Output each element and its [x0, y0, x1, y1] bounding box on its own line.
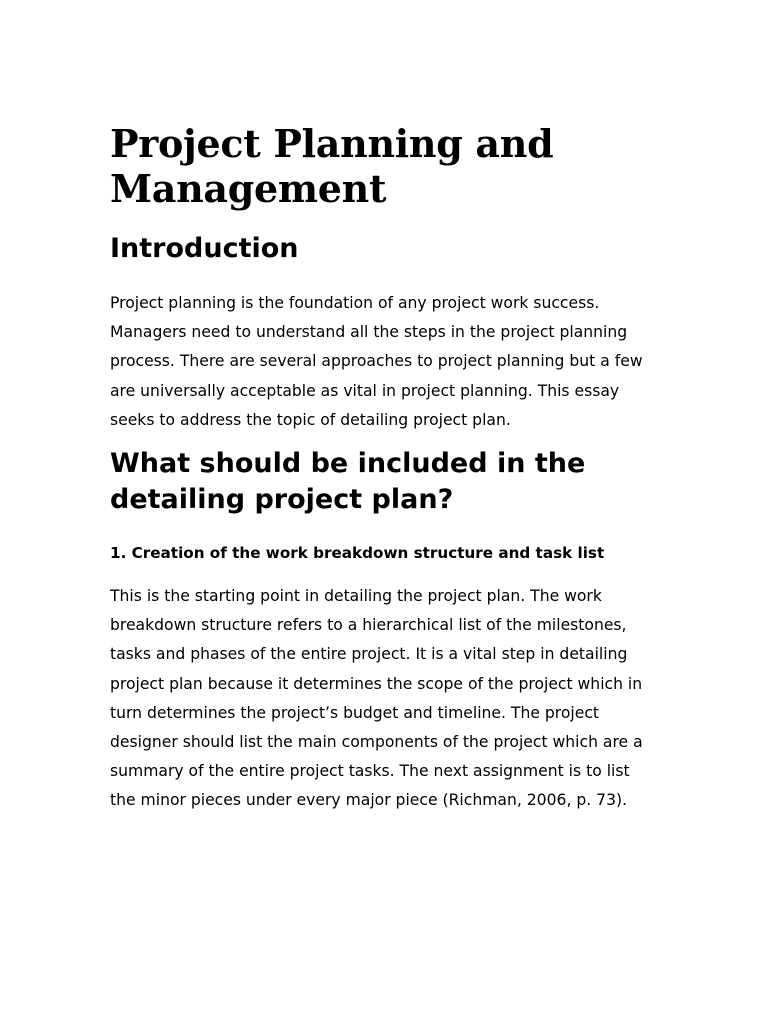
section-heading: What should be included in the detailing project plan? [110, 448, 586, 516]
introduction-heading: Introduction [110, 233, 299, 264]
subsection-heading: 1. Creation of the work breakdown structure and task list [110, 544, 605, 563]
document-title: Project Planning and Management [110, 121, 554, 211]
subsection-paragraph: This is the starting point in detailing the project plan. The work breakdown structure refers to a hierarchical list of the milestones, tasks and phases of the entire project. It is a vital step in detailing project plan because it determines the scope of the project which in turn determines the project’s budget and timeline. The project designer should list the main components of the project which are a summary of the entire project tasks. The next assignment is to list the minor pieces under every major piece (Richman, 2006, p. 73). [110, 587, 643, 810]
introduction-paragraph: Project planning is the foundation of any project work success. Managers need to understand all the steps in the project planning process. There are several approaches to project planning but a few are universally acceptable as vital in project planning. This essay seeks to address the topic of detailing project plan. [110, 294, 643, 429]
document-page [110, 121, 658, 816]
